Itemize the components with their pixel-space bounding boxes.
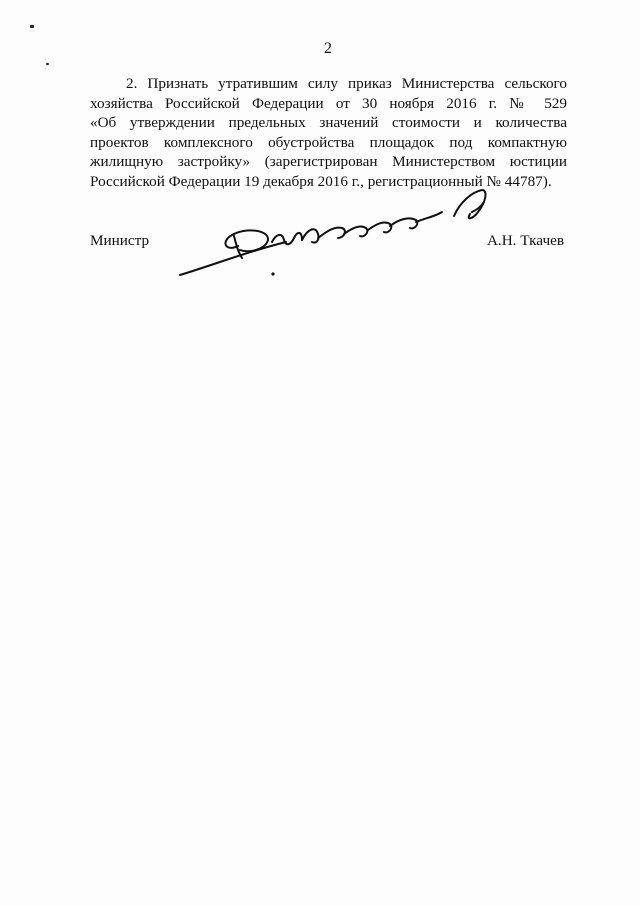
signatory-title: Министр — [90, 232, 150, 249]
scan-speck — [30, 25, 34, 28]
paragraph-line: жилищную застройку» (зарегистрирован Министерством юстиции — [90, 153, 567, 171]
signatory-name: А.Н. Ткачев — [486, 232, 564, 249]
paragraph-line: 2. Признать утратившим силу приказ Министерства сельского — [126, 75, 567, 92]
paragraph-line: Российской Федерации 19 декабря 2016 г., регистрационный № 44787). — [90, 172, 552, 190]
paragraph-line: «Об утверждении предельных значений стоимости и количества — [90, 114, 567, 132]
handwritten-signature — [176, 182, 506, 282]
paragraph-repeal-order — [90, 74, 567, 192]
page-number: 2 — [324, 40, 332, 57]
scan-speck — [46, 63, 49, 65]
paragraph-line: проектов комплексного обустройства площадок под компактную — [90, 133, 567, 151]
paragraph-line: хозяйства Российской Федерации от 30 ноября 2016 г. № 529 — [90, 94, 567, 112]
